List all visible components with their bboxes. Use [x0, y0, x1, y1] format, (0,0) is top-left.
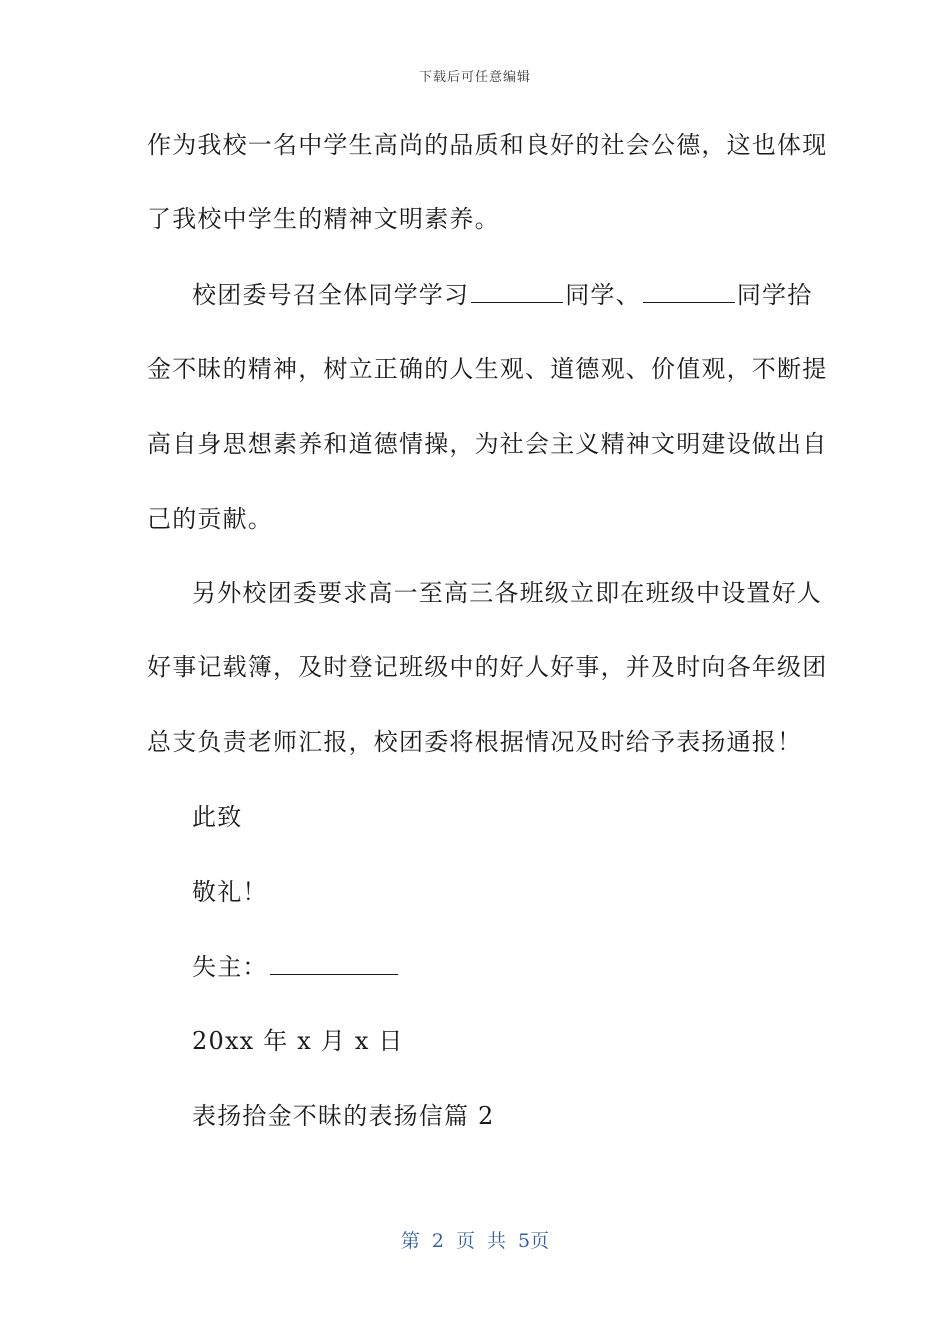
paragraph-line: 好事记载簿，及时登记班级中的好人好事，并及时向各年级团 — [147, 653, 828, 681]
paragraph-line: 了我校中学生的精神文明素养。 — [147, 205, 500, 233]
letter-date: 20xx 年 x 月 x 日 — [192, 1027, 404, 1055]
text-segment: 同学、 — [565, 281, 641, 309]
paragraph-line: 金不昧的精神，树立正确的人生观、道德观、价值观，不断提 — [147, 355, 828, 383]
paragraph-line: 高自身思想素养和道德情操，为社会主义精神文明建设做出自 — [147, 430, 828, 458]
download-note: 下载后可任意编辑 — [418, 70, 531, 85]
paragraph-line: 作为我校一名中学生高尚的品质和良好的社会公德，这也体现 — [147, 131, 828, 159]
text-segment: 校团委号召全体同学学习 — [192, 281, 470, 309]
paragraph-line: 另外校团委要求高一至高三各班级立即在班级中设置好人 — [192, 579, 822, 607]
paragraph-line: 己的贡献。 — [147, 505, 273, 533]
next-section-title: 表扬拾金不昧的表扬信篇 2 — [192, 1102, 495, 1130]
name-blank-1 — [471, 280, 563, 303]
paragraph-line-with-blanks — [192, 279, 812, 311]
signer-line — [192, 951, 400, 983]
signer-blank — [270, 952, 398, 975]
closing-salutation: 此致 — [192, 803, 243, 831]
page-label-prefix: 第 — [400, 1230, 420, 1252]
closing-regards: 敬礼！ — [192, 878, 268, 906]
text-segment: 同学拾 — [736, 281, 813, 309]
signer-label: 失主： — [192, 953, 268, 981]
page-total: 5页 — [518, 1230, 550, 1252]
page-footer — [0, 1226, 950, 1253]
page-label-mid: 页 共 — [455, 1230, 507, 1252]
page-current: 2 — [431, 1230, 444, 1252]
name-blank-2 — [643, 280, 735, 303]
paragraph-line: 总支负责老师汇报，校团委将根据情况及时给予表扬通报！ — [147, 728, 803, 756]
